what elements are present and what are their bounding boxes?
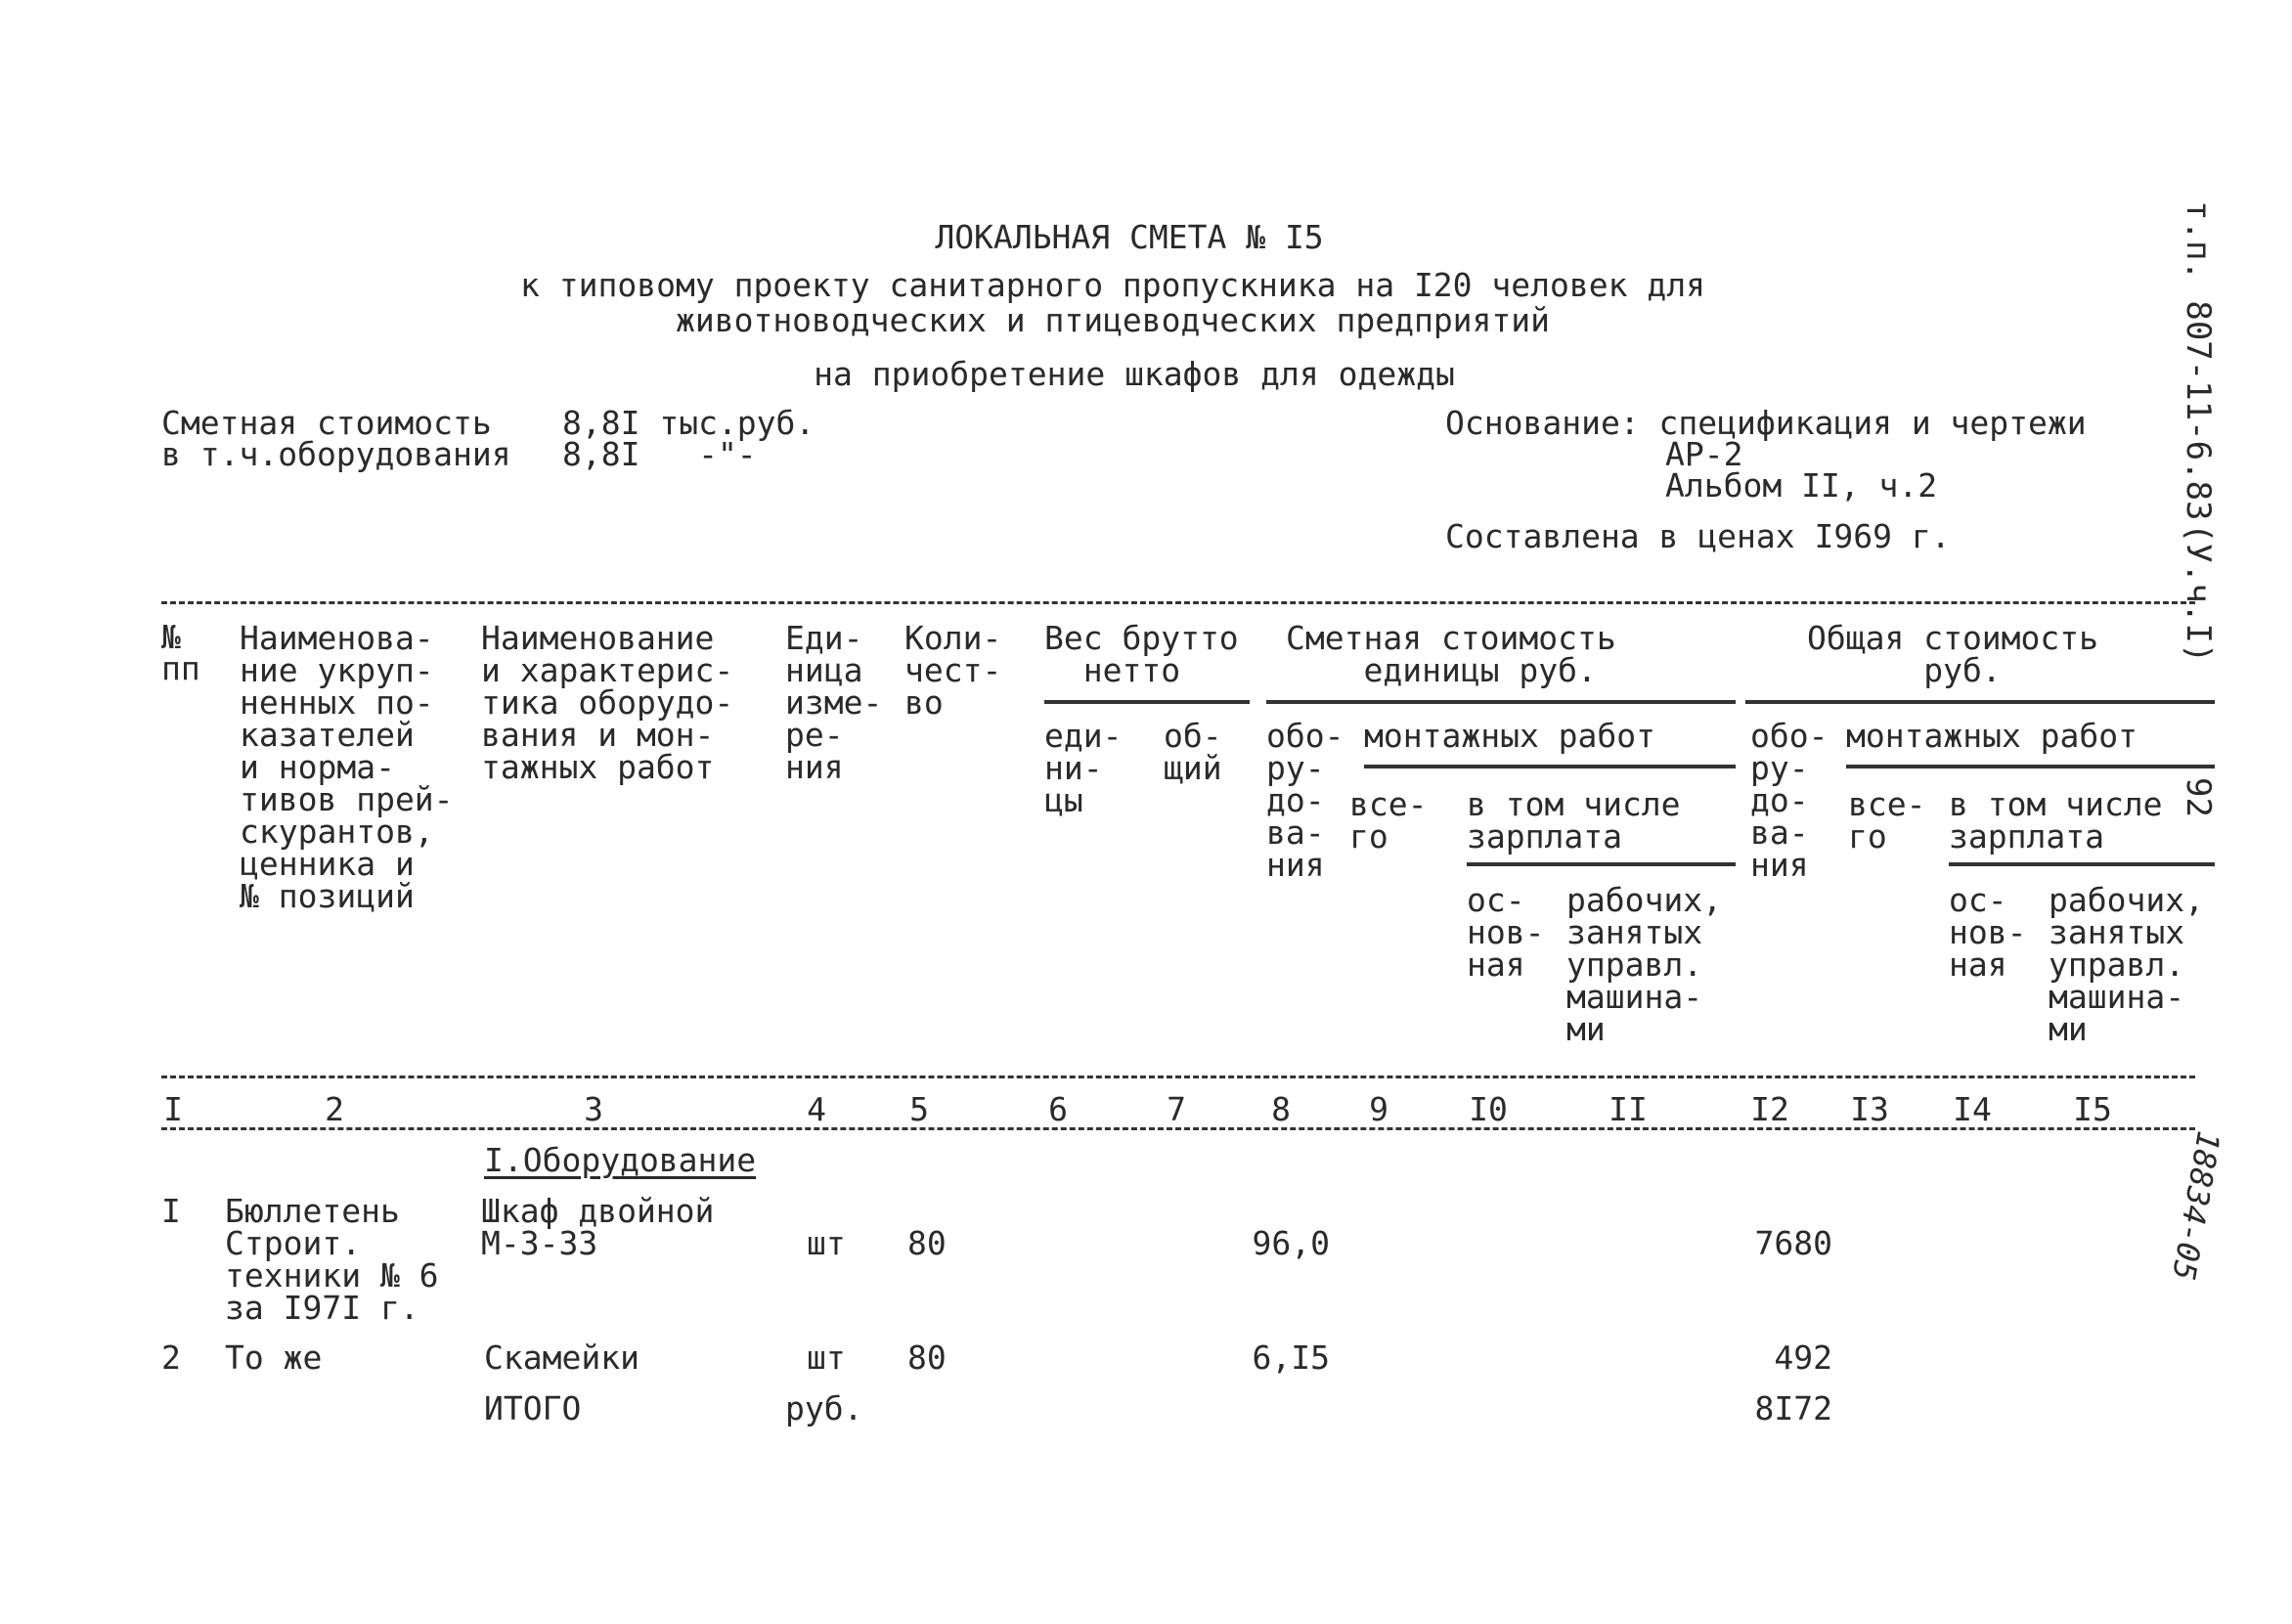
column-number-rule bbox=[161, 1127, 2195, 1130]
unit-vtom-rule bbox=[1467, 862, 1736, 866]
row-1-num: I bbox=[161, 1192, 181, 1230]
weight-rule bbox=[1044, 700, 1250, 704]
col-header-unit-vsego: все- го bbox=[1349, 785, 1428, 856]
estimate-subtitle-1: к типовому проекту санитарного пропускника на I20 человек для bbox=[520, 266, 1705, 304]
total-mont-rule bbox=[1846, 765, 2215, 768]
table-top-rule bbox=[161, 601, 2195, 604]
cost-label-2: в т.ч.оборудования bbox=[161, 435, 511, 473]
row-1-unit-equip: 96,0 bbox=[1252, 1224, 1330, 1262]
col-header-total-mach: рабочих, занятых управл. машина- ми bbox=[2049, 881, 2204, 1048]
row-2-total-equip: 492 bbox=[1774, 1339, 1832, 1377]
col-number-2: 2 bbox=[325, 1090, 344, 1128]
col-header-unit-vtom: в том числе зарплата bbox=[1467, 785, 1681, 856]
col-number-1: I bbox=[163, 1090, 183, 1128]
unit-cost-rule bbox=[1266, 700, 1736, 704]
volume-label: (У.ч.I) bbox=[2179, 523, 2218, 664]
cost-label-1: Сметная стоимость bbox=[161, 404, 492, 442]
col-number-13: I3 bbox=[1850, 1090, 1889, 1128]
col-number-12: I2 bbox=[1750, 1090, 1789, 1128]
page-number: 92 bbox=[2179, 777, 2218, 817]
col-header-total-equip: обо- ру- до- ва- ния bbox=[1750, 717, 1829, 884]
row-2-unit: шт bbox=[807, 1339, 846, 1377]
col-header-total-mont: монтажных работ bbox=[1846, 717, 2138, 755]
col-number-11: II bbox=[1609, 1090, 1648, 1128]
col-header-source: Наименова- ние укруп- ненных по- казателей и норма- тивов прей- скурантов, ценника и № позиций bbox=[240, 619, 454, 915]
col-number-9: 9 bbox=[1369, 1090, 1388, 1128]
col-header-total-osn: ос- нов- ная bbox=[1949, 881, 2027, 984]
col-header-unit: Еди- ница изме- ре- ния bbox=[785, 619, 883, 786]
col-header-weight: Вес брутто нетто bbox=[1044, 619, 1239, 689]
col-number-7: 7 bbox=[1167, 1090, 1186, 1128]
col-number-10: I0 bbox=[1469, 1090, 1508, 1128]
row-1-name: Шкаф двойной М-3-33 bbox=[481, 1192, 715, 1262]
section-heading: I.Оборудование bbox=[484, 1141, 757, 1179]
col-header-num: № пп bbox=[161, 618, 200, 687]
total-value: 8I72 bbox=[1754, 1389, 1832, 1427]
col-header-unit-mach: рабочих, занятых управл. машина- ми bbox=[1566, 881, 1722, 1048]
col-header-unit-osn: ос- нов- ная bbox=[1467, 881, 1545, 984]
col-header-unit-mont: монтажных работ bbox=[1364, 717, 1656, 755]
col-header-unit-cost: Сметная стоимость единицы руб. bbox=[1286, 619, 1616, 689]
row-2-source: То же bbox=[225, 1339, 323, 1377]
col-number-4: 4 bbox=[807, 1090, 826, 1128]
total-vtom-rule bbox=[1949, 862, 2215, 866]
basis-line-3: Альбом II, ч.2 bbox=[1665, 466, 1938, 505]
row-2-num: 2 bbox=[161, 1339, 181, 1377]
col-header-total-vsego: все- го bbox=[1848, 785, 1926, 856]
estimate-subtitle-3: на приобретение шкафов для одежды bbox=[814, 355, 1455, 393]
col-number-5: 5 bbox=[909, 1090, 929, 1128]
row-1-source: Бюллетень Строит. техники № 6 за I97I г. bbox=[225, 1192, 439, 1327]
col-header-qty: Коли- чест- во bbox=[904, 619, 1002, 722]
estimate-subtitle-2: животноводческих и птицеводческих предприятий bbox=[675, 301, 1551, 339]
row-2-unit-equip: 6,I5 bbox=[1252, 1339, 1330, 1377]
col-number-3: 3 bbox=[584, 1090, 603, 1128]
header-bottom-rule bbox=[161, 1075, 2195, 1078]
row-1-qty: 80 bbox=[907, 1224, 947, 1262]
col-number-14: I4 bbox=[1953, 1090, 1992, 1128]
col-header-weight-total: об- щий bbox=[1164, 717, 1222, 787]
total-label: ИТОГО bbox=[484, 1389, 582, 1427]
total-unit: руб. bbox=[785, 1389, 863, 1427]
basis-line-2: АР-2 bbox=[1665, 435, 1743, 473]
col-header-unit-equip: обо- ру- до- ва- ния bbox=[1266, 717, 1344, 884]
unit-mont-rule bbox=[1364, 765, 1736, 768]
col-number-15: I5 bbox=[2073, 1090, 2112, 1128]
row-2-name: Скамейки bbox=[484, 1339, 639, 1377]
doc-code: т.п. 807-11-6.83 bbox=[2179, 200, 2218, 521]
cost-value-1: 8,8I тыс.руб. bbox=[562, 404, 815, 442]
col-header-name: Наименование и характерис- тика оборудо- вания и мон- тажных работ bbox=[481, 619, 734, 786]
row-1-total-equip: 7680 bbox=[1754, 1224, 1832, 1262]
row-2-qty: 80 bbox=[907, 1339, 947, 1377]
estimate-title: ЛОКАЛЬНАЯ СМЕТА № I5 bbox=[935, 218, 1324, 256]
col-number-6: 6 bbox=[1048, 1090, 1068, 1128]
row-1-unit: шт bbox=[807, 1224, 846, 1262]
archive-stamp: 18834-05 bbox=[2164, 1127, 2227, 1284]
col-header-total-vtom: в том числе зарплата bbox=[1949, 785, 2163, 856]
total-cost-rule bbox=[1745, 700, 2215, 704]
col-header-weight-unit: еди- ни- цы bbox=[1044, 717, 1123, 819]
basis-line-1: Основание: спецификация и чертежи bbox=[1445, 404, 2087, 442]
cost-value-2: 8,8I -"- bbox=[562, 435, 757, 473]
col-number-8: 8 bbox=[1271, 1090, 1291, 1128]
col-header-total-cost: Общая стоимость руб. bbox=[1807, 619, 2099, 689]
basis-line-4: Составлена в ценах I969 г. bbox=[1445, 517, 1951, 555]
